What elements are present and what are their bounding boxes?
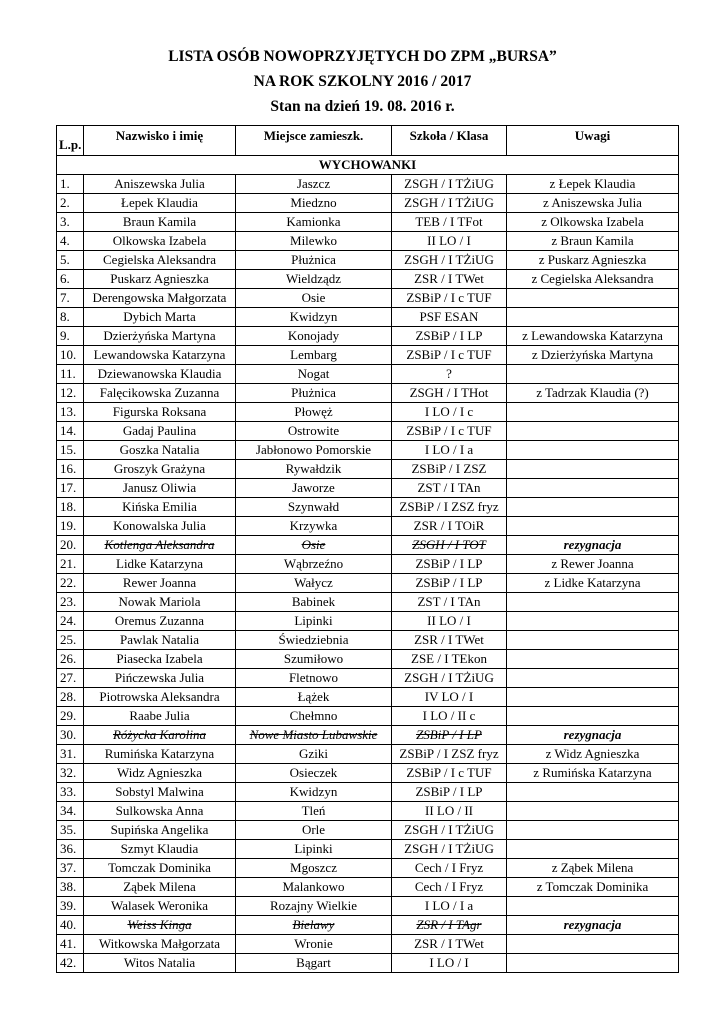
cell-school: ZSR / I TOiR bbox=[392, 517, 507, 536]
cell-lp: 41. bbox=[57, 935, 84, 954]
cell-school: ZSBiP / I LP bbox=[392, 574, 507, 593]
cell-place: Rozajny Wielkie bbox=[236, 897, 392, 916]
cell-note: z Rumińska Katarzyna bbox=[507, 764, 679, 783]
table-row bbox=[57, 422, 679, 441]
table-row bbox=[57, 327, 679, 346]
cell-note bbox=[507, 612, 679, 631]
cell-name: Lidke Katarzyna bbox=[84, 555, 236, 574]
table-row bbox=[57, 669, 679, 688]
cell-name: Nowak Mariola bbox=[84, 593, 236, 612]
cell-school: II LO / II bbox=[392, 802, 507, 821]
table-row bbox=[57, 460, 679, 479]
cell-place: Lipinki bbox=[236, 840, 392, 859]
cell-name: Rumińska Katarzyna bbox=[84, 745, 236, 764]
cell-note: z Ząbek Milena bbox=[507, 859, 679, 878]
cell-name: Kińska Emilia bbox=[84, 498, 236, 517]
table-row bbox=[57, 251, 679, 270]
table-row bbox=[57, 536, 679, 555]
cell-lp: 39. bbox=[57, 897, 84, 916]
cell-name: Aniszewska Julia bbox=[84, 175, 236, 194]
cell-place: Jabłonowo Pomorskie bbox=[236, 441, 392, 460]
cell-lp: 24. bbox=[57, 612, 84, 631]
cell-school: ZSBiP / I LP bbox=[392, 726, 507, 745]
cell-note bbox=[507, 460, 679, 479]
cell-place: Mgoszcz bbox=[236, 859, 392, 878]
cell-name: Supińska Angelika bbox=[84, 821, 236, 840]
cell-note bbox=[507, 840, 679, 859]
cell-note bbox=[507, 707, 679, 726]
cell-place: Szumiłowo bbox=[236, 650, 392, 669]
cell-place: Osie bbox=[236, 289, 392, 308]
table-row bbox=[57, 308, 679, 327]
cell-place: Tleń bbox=[236, 802, 392, 821]
table-row bbox=[57, 289, 679, 308]
cell-place: Kwidzyn bbox=[236, 783, 392, 802]
table-row bbox=[57, 764, 679, 783]
cell-lp: 34. bbox=[57, 802, 84, 821]
cell-note: z Lewandowska Katarzyna bbox=[507, 327, 679, 346]
cell-note: z Puskarz Agnieszka bbox=[507, 251, 679, 270]
residents-table bbox=[56, 125, 679, 973]
cell-place: Miedzno bbox=[236, 194, 392, 213]
cell-lp: 2. bbox=[57, 194, 84, 213]
table-row bbox=[57, 365, 679, 384]
cell-place: Łążek bbox=[236, 688, 392, 707]
table-row bbox=[57, 821, 679, 840]
cell-lp: 1. bbox=[57, 175, 84, 194]
table-header-row bbox=[57, 126, 679, 156]
cell-place: Ostrowite bbox=[236, 422, 392, 441]
cell-school: ZST / I TAn bbox=[392, 479, 507, 498]
cell-school: II LO / I bbox=[392, 612, 507, 631]
cell-lp: 6. bbox=[57, 270, 84, 289]
cell-name: Lewandowska Katarzyna bbox=[84, 346, 236, 365]
cell-lp: 28. bbox=[57, 688, 84, 707]
cell-school: ? bbox=[392, 365, 507, 384]
cell-lp: 30. bbox=[57, 726, 84, 745]
cell-lp: 12. bbox=[57, 384, 84, 403]
cell-school: ZSR / I TAgr bbox=[392, 916, 507, 935]
table-row bbox=[57, 745, 679, 764]
table-row bbox=[57, 175, 679, 194]
cell-school: ZSBiP / I LP bbox=[392, 783, 507, 802]
table-row bbox=[57, 707, 679, 726]
cell-lp: 32. bbox=[57, 764, 84, 783]
cell-name: Różycka Karolina bbox=[84, 726, 236, 745]
cell-note bbox=[507, 422, 679, 441]
cell-lp: 13. bbox=[57, 403, 84, 422]
table-row bbox=[57, 593, 679, 612]
cell-school: II LO / I bbox=[392, 232, 507, 251]
cell-note bbox=[507, 308, 679, 327]
cell-school: ZSGH / I TŻiUG bbox=[392, 840, 507, 859]
cell-lp: 11. bbox=[57, 365, 84, 384]
cell-lp: 9. bbox=[57, 327, 84, 346]
cell-name: Walasek Weronika bbox=[84, 897, 236, 916]
cell-place: Osie bbox=[236, 536, 392, 555]
cell-lp: 10. bbox=[57, 346, 84, 365]
cell-lp: 5. bbox=[57, 251, 84, 270]
cell-school: I LO / I a bbox=[392, 441, 507, 460]
cell-place: Wąbrzeźno bbox=[236, 555, 392, 574]
cell-name: Dybich Marta bbox=[84, 308, 236, 327]
cell-note: z Łepek Klaudia bbox=[507, 175, 679, 194]
cell-name: Łepek Klaudia bbox=[84, 194, 236, 213]
table-row bbox=[57, 612, 679, 631]
cell-note bbox=[507, 954, 679, 973]
table-row bbox=[57, 726, 679, 745]
col-header-place: Miejsce zamieszk. bbox=[236, 126, 392, 156]
cell-place: Lipinki bbox=[236, 612, 392, 631]
cell-name: Sobstyl Malwina bbox=[84, 783, 236, 802]
cell-lp: 33. bbox=[57, 783, 84, 802]
cell-school: ZSGH / I TOT bbox=[392, 536, 507, 555]
cell-note: z Widz Agnieszka bbox=[507, 745, 679, 764]
cell-name: Kotlenga Aleksandra bbox=[84, 536, 236, 555]
cell-lp: 14. bbox=[57, 422, 84, 441]
title-line-3: Stan na dzień 19. 08. 2016 r. bbox=[270, 98, 455, 115]
table-row bbox=[57, 384, 679, 403]
cell-place: Wronie bbox=[236, 935, 392, 954]
cell-place: Płużnica bbox=[236, 384, 392, 403]
cell-note: z Rewer Joanna bbox=[507, 555, 679, 574]
cell-note bbox=[507, 441, 679, 460]
cell-name: Derengowska Małgorzata bbox=[84, 289, 236, 308]
cell-place: Osieczek bbox=[236, 764, 392, 783]
cell-name: Raabe Julia bbox=[84, 707, 236, 726]
cell-lp: 38. bbox=[57, 878, 84, 897]
cell-name: Cegielska Aleksandra bbox=[84, 251, 236, 270]
cell-name: Weiss Kinga bbox=[84, 916, 236, 935]
cell-place: Orle bbox=[236, 821, 392, 840]
cell-name: Dzierżyńska Martyna bbox=[84, 327, 236, 346]
cell-lp: 8. bbox=[57, 308, 84, 327]
cell-name: Szmyt Klaudia bbox=[84, 840, 236, 859]
cell-name: Falęcikowska Zuzanna bbox=[84, 384, 236, 403]
cell-school: ZSGH / I TŻiUG bbox=[392, 821, 507, 840]
cell-name: Janusz Oliwia bbox=[84, 479, 236, 498]
cell-place: Rywałdzik bbox=[236, 460, 392, 479]
cell-lp: 16. bbox=[57, 460, 84, 479]
cell-name: Figurska Roksana bbox=[84, 403, 236, 422]
cell-note bbox=[507, 935, 679, 954]
cell-school: ZSBiP / I c TUF bbox=[392, 346, 507, 365]
cell-name: Tomczak Dominika bbox=[84, 859, 236, 878]
cell-school: PSF ESAN bbox=[392, 308, 507, 327]
cell-note bbox=[507, 821, 679, 840]
table-row bbox=[57, 878, 679, 897]
cell-note bbox=[507, 403, 679, 422]
cell-lp: 18. bbox=[57, 498, 84, 517]
cell-name: Piotrowska Aleksandra bbox=[84, 688, 236, 707]
cell-note: z Dzierżyńska Martyna bbox=[507, 346, 679, 365]
table-row bbox=[57, 232, 679, 251]
cell-school: I LO / I a bbox=[392, 897, 507, 916]
cell-school: ZSBiP / I ZSZ fryz bbox=[392, 498, 507, 517]
cell-school: I LO / II c bbox=[392, 707, 507, 726]
cell-lp: 4. bbox=[57, 232, 84, 251]
cell-note: z Braun Kamila bbox=[507, 232, 679, 251]
cell-place: Jaworze bbox=[236, 479, 392, 498]
cell-school: ZSBiP / I ZSZ fryz bbox=[392, 745, 507, 764]
cell-place: Milewko bbox=[236, 232, 392, 251]
cell-school: IV LO / I bbox=[392, 688, 507, 707]
cell-note bbox=[507, 783, 679, 802]
cell-place: Nowe Miasto Lubawskie bbox=[236, 726, 392, 745]
cell-name: Pińczewska Julia bbox=[84, 669, 236, 688]
table-row bbox=[57, 650, 679, 669]
cell-lp: 42. bbox=[57, 954, 84, 973]
cell-lp: 35. bbox=[57, 821, 84, 840]
table-row bbox=[57, 859, 679, 878]
cell-place: Nogat bbox=[236, 365, 392, 384]
cell-name: Piasecka Izabela bbox=[84, 650, 236, 669]
cell-school: TEB / I TFot bbox=[392, 213, 507, 232]
cell-school: ZSR / I TWet bbox=[392, 270, 507, 289]
cell-school: ZSBiP / I LP bbox=[392, 327, 507, 346]
section-label: WYCHOWANKI bbox=[57, 156, 679, 175]
table-row bbox=[57, 916, 679, 935]
table-row bbox=[57, 213, 679, 232]
cell-note: z Lidke Katarzyna bbox=[507, 574, 679, 593]
cell-place: Fletnowo bbox=[236, 669, 392, 688]
cell-note bbox=[507, 289, 679, 308]
cell-name: Ząbek Milena bbox=[84, 878, 236, 897]
cell-lp: 40. bbox=[57, 916, 84, 935]
cell-name: Puskarz Agnieszka bbox=[84, 270, 236, 289]
cell-school: ZSGH / I TŻiUG bbox=[392, 669, 507, 688]
document-title bbox=[0, 44, 725, 119]
cell-note bbox=[507, 688, 679, 707]
title-line-2: NA ROK SZKOLNY 2016 / 2017 bbox=[253, 73, 472, 90]
cell-note bbox=[507, 802, 679, 821]
cell-lp: 3. bbox=[57, 213, 84, 232]
cell-name: Sulkowska Anna bbox=[84, 802, 236, 821]
cell-place: Wieldządz bbox=[236, 270, 392, 289]
cell-name: Groszyk Grażyna bbox=[84, 460, 236, 479]
cell-school: Cech / I Fryz bbox=[392, 859, 507, 878]
cell-lp: 37. bbox=[57, 859, 84, 878]
cell-school: ZSBiP / I LP bbox=[392, 555, 507, 574]
table-row bbox=[57, 555, 679, 574]
cell-school: I LO / I c bbox=[392, 403, 507, 422]
cell-school: ZSR / I TWet bbox=[392, 631, 507, 650]
table-row bbox=[57, 802, 679, 821]
cell-lp: 17. bbox=[57, 479, 84, 498]
cell-lp: 23. bbox=[57, 593, 84, 612]
cell-place: Bielawy bbox=[236, 916, 392, 935]
cell-name: Witkowska Małgorzata bbox=[84, 935, 236, 954]
cell-name: Rewer Joanna bbox=[84, 574, 236, 593]
cell-note bbox=[507, 517, 679, 536]
col-header-lp: L.p. bbox=[57, 126, 84, 156]
cell-place: Płużnica bbox=[236, 251, 392, 270]
cell-place: Bągart bbox=[236, 954, 392, 973]
title-line-1: LISTA OSÓB NOWOPRZYJĘTYCH DO ZPM „BURSA” bbox=[168, 48, 557, 65]
cell-lp: 29. bbox=[57, 707, 84, 726]
table-row bbox=[57, 270, 679, 289]
section-row bbox=[57, 156, 679, 175]
cell-name: Goszka Natalia bbox=[84, 441, 236, 460]
cell-note: rezygnacja bbox=[507, 536, 679, 555]
cell-school: ZSGH / I TŻiUG bbox=[392, 194, 507, 213]
col-header-name: Nazwisko i imię bbox=[84, 126, 236, 156]
cell-name: Pawlak Natalia bbox=[84, 631, 236, 650]
cell-note bbox=[507, 631, 679, 650]
cell-place: Szynwałd bbox=[236, 498, 392, 517]
cell-place: Krzywka bbox=[236, 517, 392, 536]
cell-place: Płowęż bbox=[236, 403, 392, 422]
cell-school: ZSBiP / I c TUF bbox=[392, 422, 507, 441]
cell-note bbox=[507, 365, 679, 384]
cell-note bbox=[507, 897, 679, 916]
cell-school: ZSBiP / I c TUF bbox=[392, 764, 507, 783]
cell-note bbox=[507, 669, 679, 688]
cell-place: Kwidzyn bbox=[236, 308, 392, 327]
cell-lp: 25. bbox=[57, 631, 84, 650]
cell-note bbox=[507, 479, 679, 498]
cell-school: ZSGH / I THot bbox=[392, 384, 507, 403]
cell-school: ZSR / I TWet bbox=[392, 935, 507, 954]
cell-lp: 27. bbox=[57, 669, 84, 688]
cell-place: Świedziebnia bbox=[236, 631, 392, 650]
table-row bbox=[57, 517, 679, 536]
table-row bbox=[57, 840, 679, 859]
table-row bbox=[57, 783, 679, 802]
table-row bbox=[57, 346, 679, 365]
table-row bbox=[57, 688, 679, 707]
cell-note: z Cegielska Aleksandra bbox=[507, 270, 679, 289]
cell-note: z Aniszewska Julia bbox=[507, 194, 679, 213]
cell-school: ZSBiP / I ZSZ bbox=[392, 460, 507, 479]
table-row bbox=[57, 935, 679, 954]
cell-place: Lembarg bbox=[236, 346, 392, 365]
cell-lp: 36. bbox=[57, 840, 84, 859]
cell-place: Konojady bbox=[236, 327, 392, 346]
cell-note: rezygnacja bbox=[507, 726, 679, 745]
cell-school: ZSGH / I TŻiUG bbox=[392, 251, 507, 270]
cell-place: Gziki bbox=[236, 745, 392, 764]
col-header-school: Szkoła / Klasa bbox=[392, 126, 507, 156]
cell-name: Braun Kamila bbox=[84, 213, 236, 232]
cell-lp: 20. bbox=[57, 536, 84, 555]
table-row bbox=[57, 631, 679, 650]
cell-school: ZSE / I TEkon bbox=[392, 650, 507, 669]
cell-name: Olkowska Izabela bbox=[84, 232, 236, 251]
cell-name: Oremus Zuzanna bbox=[84, 612, 236, 631]
cell-place: Chełmno bbox=[236, 707, 392, 726]
cell-name: Gadaj Paulina bbox=[84, 422, 236, 441]
cell-note bbox=[507, 593, 679, 612]
cell-name: Dziewanowska Klaudia bbox=[84, 365, 236, 384]
cell-note: z Tomczak Dominika bbox=[507, 878, 679, 897]
table-row bbox=[57, 498, 679, 517]
cell-place: Babinek bbox=[236, 593, 392, 612]
table-row bbox=[57, 403, 679, 422]
cell-place: Wałycz bbox=[236, 574, 392, 593]
cell-name: Widz Agnieszka bbox=[84, 764, 236, 783]
cell-note: z Olkowska Izabela bbox=[507, 213, 679, 232]
cell-place: Malankowo bbox=[236, 878, 392, 897]
table-row bbox=[57, 954, 679, 973]
cell-place: Kamionka bbox=[236, 213, 392, 232]
cell-note: z Tadrzak Klaudia (?) bbox=[507, 384, 679, 403]
cell-name: Witos Natalia bbox=[84, 954, 236, 973]
cell-lp: 15. bbox=[57, 441, 84, 460]
cell-lp: 26. bbox=[57, 650, 84, 669]
cell-note bbox=[507, 498, 679, 517]
cell-school: Cech / I Fryz bbox=[392, 878, 507, 897]
col-header-notes: Uwagi bbox=[507, 126, 679, 156]
cell-note: rezygnacja bbox=[507, 916, 679, 935]
cell-lp: 19. bbox=[57, 517, 84, 536]
cell-school: ZSBiP / I c TUF bbox=[392, 289, 507, 308]
cell-lp: 22. bbox=[57, 574, 84, 593]
cell-school: ZSGH / I TŻiUG bbox=[392, 175, 507, 194]
cell-school: I LO / I bbox=[392, 954, 507, 973]
cell-lp: 7. bbox=[57, 289, 84, 308]
cell-school: ZST / I TAn bbox=[392, 593, 507, 612]
table-row bbox=[57, 897, 679, 916]
cell-lp: 21. bbox=[57, 555, 84, 574]
cell-name: Konowalska Julia bbox=[84, 517, 236, 536]
cell-note bbox=[507, 650, 679, 669]
table-row bbox=[57, 479, 679, 498]
cell-place: Jaszcz bbox=[236, 175, 392, 194]
table-row bbox=[57, 441, 679, 460]
cell-lp: 31. bbox=[57, 745, 84, 764]
table-row bbox=[57, 574, 679, 593]
table-row bbox=[57, 194, 679, 213]
